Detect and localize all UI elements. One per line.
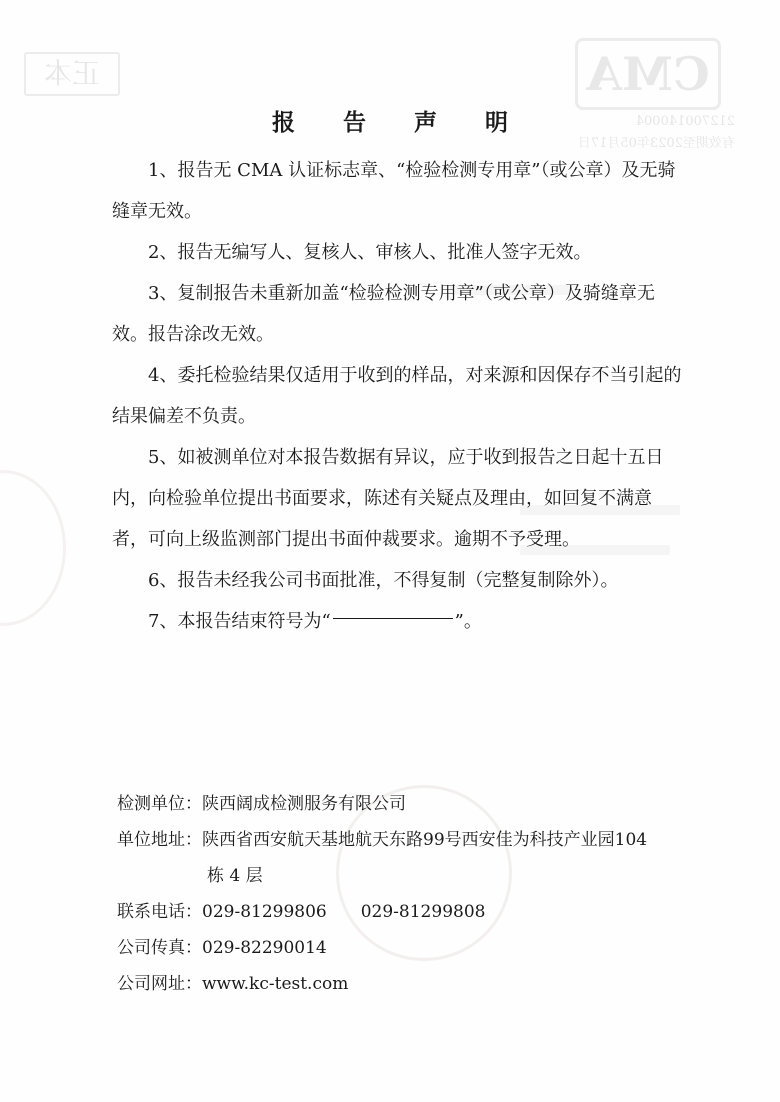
declaration-item: 1、报告无 CMA 认证标志章、“检验检测专用章”（或公章）及无骑缝章无效。 — [112, 160, 676, 222]
contact-info — [117, 786, 697, 1002]
address-value: 陕西省西安航天基地航天东路99号西安佳为科技产业园104 — [202, 830, 648, 850]
contact-row-web — [117, 966, 697, 1002]
declaration-item: 3、复制报告未重新加盖“检验检测专用章”（或公章）及骑缝章无效。报告涂改无效。 — [112, 283, 655, 345]
address-continuation: 栋 4 层 — [207, 866, 263, 886]
phone-label: 联系电话： — [117, 902, 202, 922]
fax-label: 公司传真： — [117, 938, 202, 958]
phone-number-2: 029-81299808 — [360, 902, 486, 922]
contact-row-address-cont — [117, 858, 697, 894]
unit-value: 陕西阔成检测服务有限公司 — [202, 794, 406, 814]
declaration-item: 6、报告未经我公司书面批准，不得复制（完整复制除外）。 — [148, 570, 619, 591]
show-through-seam-seal — [0, 470, 66, 626]
web-label: 公司网址： — [117, 974, 202, 994]
show-through-cma-mark: CMA — [575, 38, 721, 110]
contact-row-address — [117, 822, 697, 858]
contact-row-unit — [117, 786, 697, 822]
end-symbol-suffix: ”。 — [454, 611, 482, 632]
show-through-mark: 正本 — [24, 52, 120, 96]
declaration-item: 2、报告无编写人、复核人、审核人、批准人签字无效。 — [148, 242, 592, 263]
show-through-line: 212700140004 — [635, 114, 735, 129]
contact-row-phone — [117, 894, 697, 930]
declaration-item: 4、委托检验结果仅适用于收到的样品，对来源和因保存不当引起的结果偏差不负责。 — [112, 365, 682, 427]
end-symbol-prefix: 7、本报告结束符号为“ — [148, 611, 331, 632]
declaration-list — [112, 150, 687, 642]
phone-number-1: 029-81299806 — [202, 902, 327, 922]
end-symbol-line — [333, 618, 453, 619]
contact-row-fax — [117, 930, 697, 966]
unit-label: 检测单位： — [117, 794, 202, 814]
web-value: www.kc-test.com — [202, 974, 349, 994]
show-through-line: 有效期至2023年05月17日 — [577, 136, 735, 151]
page-title: 报 告 声 明 — [271, 110, 529, 136]
address-label: 单位地址： — [117, 830, 202, 850]
declaration-item-end-symbol — [112, 601, 687, 642]
declaration-item: 5、如被测单位对本报告数据有异议，应于收到报告之日起十五日内，向检验单位提出书面要求，陈述有关疑点及理由，如回复不满意者，可向上级监测部门提出书面仲裁要求。逾期不予受理。 — [112, 447, 664, 550]
fax-value: 029-82290014 — [202, 938, 327, 958]
